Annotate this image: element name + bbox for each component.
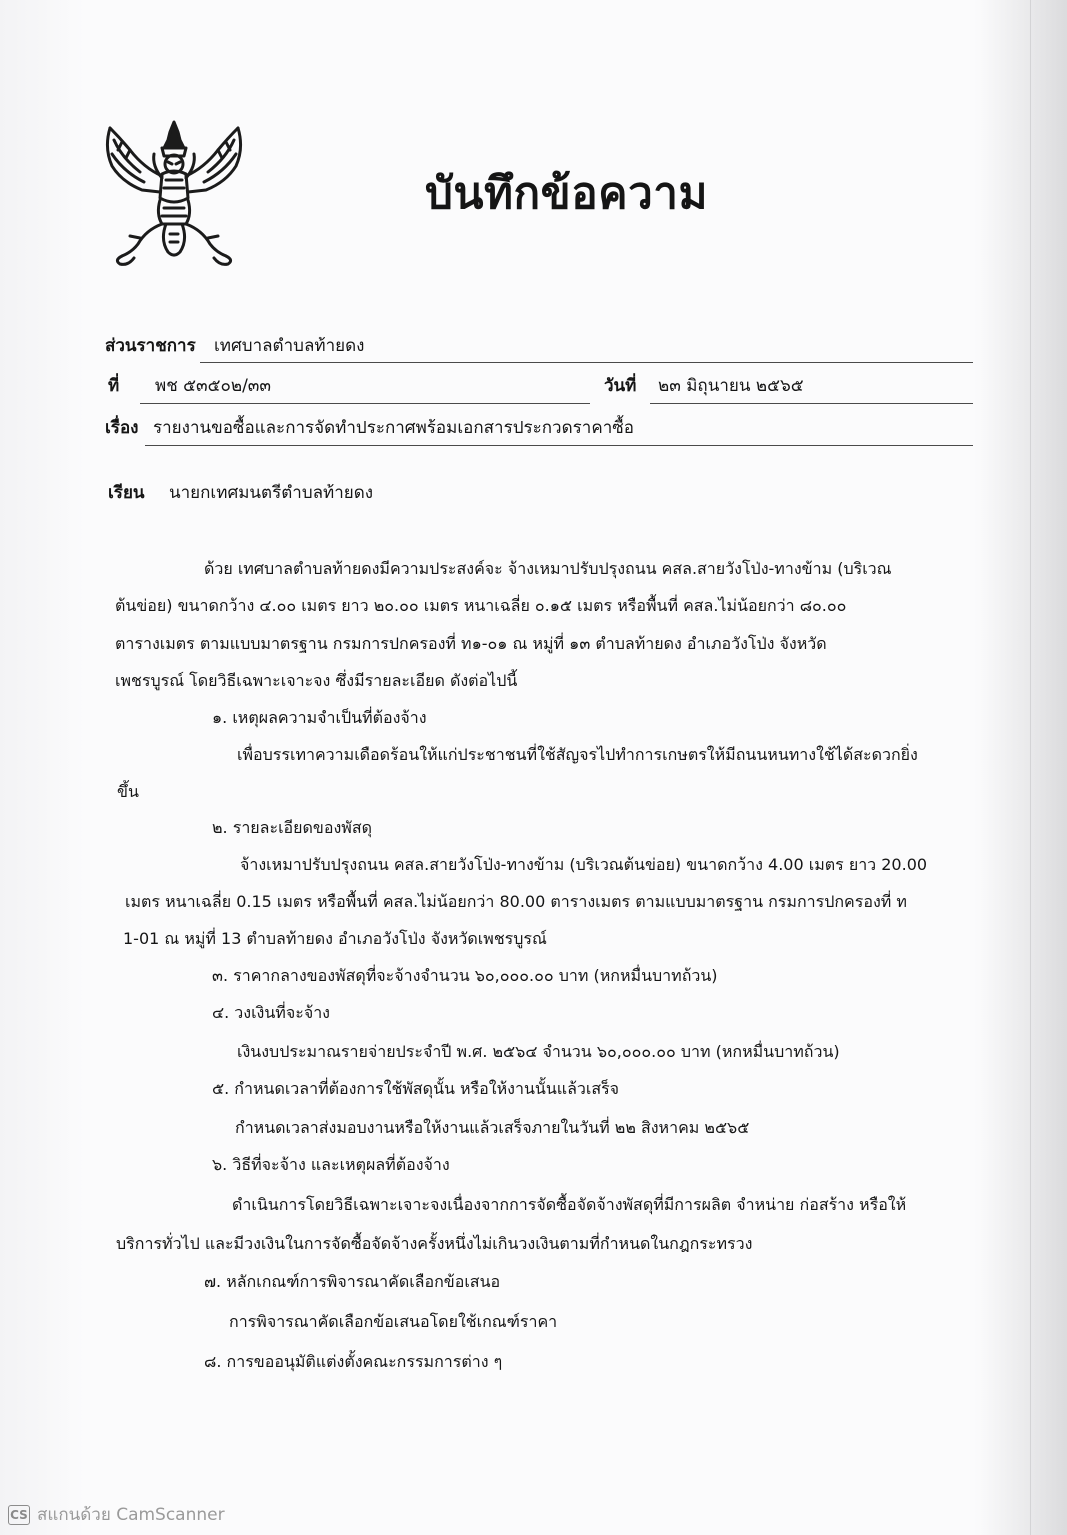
body-line: จ้างเหมาปรับปรุงถนน คสล.สายวังโป่ง-ทางข้าม (บริเวณต้นข่อย) ขนาดกว้าง 4.00 เมตร ยาว 20.00 (240, 855, 928, 874)
reference-value: พช ๕๓๕๐๒/๓๓ (155, 376, 272, 396)
body-line: การพิจารณาคัดเลือกข้อเสนอโดยใช้เกณฑ์ราคา (229, 1312, 558, 1331)
body-line: 1-01 ณ หมู่ที่ 13 ตำบลท้ายดง อำเภอวังโป่ง จังหวัดเพชรบูรณ์ (123, 929, 547, 948)
section-heading: ๘. การขออนุมัติแต่งตั้งคณะกรรมการต่าง ๆ (204, 1352, 503, 1371)
department-underline (200, 362, 973, 363)
addressee-label: เรียน (108, 483, 145, 503)
section-heading: ๒. รายละเอียดของพัสดุ (212, 818, 372, 837)
document-title: บันทึกข้อความ (425, 168, 709, 219)
camscanner-logo-icon: CS (8, 1505, 30, 1525)
body-line: เพื่อบรรเทาความเดือดร้อนให้แก่ประชาชนที่ใช้สัญจรไปทำการเกษตรให้มีถนนหนทางใช้ได้สะดวกยิ่ง (237, 745, 918, 764)
section-heading: ๑. เหตุผลความจำเป็นที่ต้องจ้าง (212, 708, 427, 727)
subject-label: เรื่อง (105, 418, 139, 438)
department-label: ส่วนราชการ (105, 336, 196, 356)
date-underline (650, 403, 973, 404)
scanner-watermark-text: สแกนด้วย CamScanner (37, 1505, 225, 1525)
page-edge-shadow (972, 0, 1067, 1535)
section-heading: ๖. วิธีที่จะจ้าง และเหตุผลที่ต้องจ้าง (212, 1155, 450, 1174)
section-heading: ๓. ราคากลางของพัสดุที่จะจ้างจำนวน ๖๐,๐๐๐.๐๐ บาท (หกหมื่นบาทถ้วน) (212, 966, 718, 985)
date-label: วันที่ (604, 376, 637, 396)
date-value: ๒๓ มิถุนายน ๒๕๖๕ (658, 376, 804, 396)
reference-underline (140, 403, 590, 404)
section-heading: ๕. กำหนดเวลาที่ต้องการใช้พัสดุนั้น หรือให้งานนั้นแล้วเสร็จ (212, 1079, 620, 1098)
body-line: เมตร หนาเฉลี่ย 0.15 เมตร หรือพื้นที่ คสล.ไม่น้อยกว่า 80.00 ตารางเมตร ตามแบบมาตรฐาน กรมการปกครองที่ ท (125, 892, 907, 911)
body-line: เพชรบูรณ์ โดยวิธีเฉพาะเจาะจง ซึ่งมีรายละเอียด ดังต่อไปนี้ (115, 671, 518, 690)
body-line: ต้นข่อย) ขนาดกว้าง ๔.๐๐ เมตร ยาว ๒๐.๐๐ เมตร หนาเฉลี่ย ๐.๑๕ เมตร หรือพื้นที่ คสล.ไม่น้อยกว่า ๘๐.๐๐ (115, 596, 847, 615)
body-line: ขึ้น (117, 782, 139, 801)
body-line: ด้วย เทศบาลตำบลท้ายดงมีความประสงค์จะ จ้างเหมาปรับปรุงถนน คสล.สายวังโป่ง-ทางข้าม (บริเวณ (204, 559, 892, 578)
department-value: เทศบาลตำบลท้ายดง (214, 336, 365, 356)
body-line: ดำเนินการโดยวิธีเฉพาะเจาะจงเนื่องจากการจัดซื้อจัดจ้างพัสดุที่มีการผลิต จำหน่าย ก่อสร้าง หรือให้ (232, 1195, 907, 1214)
subject-value: รายงานขอซื้อและการจัดทำประกาศพร้อมเอกสารประกวดราคาซื้อ (153, 418, 634, 438)
section-heading: ๗. หลักเกณฑ์การพิจารณาคัดเลือกข้อเสนอ (204, 1272, 501, 1291)
scanner-watermark (8, 1501, 225, 1528)
body-line: บริการทั่วไป และมีวงเงินในการจัดซื้อจัดจ้างครั้งหนึ่งไม่เกินวงเงินตามที่กำหนดในกฎกระทรวง (116, 1234, 753, 1253)
addressee-value: นายกเทศมนตรีตำบลท้ายดง (169, 483, 374, 503)
reference-label: ที่ (108, 376, 120, 396)
page-edge-line (1030, 0, 1031, 1535)
section-heading: ๔. วงเงินที่จะจ้าง (212, 1003, 330, 1022)
subject-underline (145, 445, 973, 446)
body-line: กำหนดเวลาส่งมอบงานหรือให้งานแล้วเสร็จภายในวันที่ ๒๒ สิงหาคม ๒๕๖๕ (235, 1118, 750, 1137)
garuda-emblem-icon (100, 118, 248, 268)
body-line: ตารางเมตร ตามแบบมาตรฐาน กรมการปกครองที่ ท๑-๐๑ ณ หมู่ที่ ๑๓ ตำบลท้ายดง อำเภอวังโป่ง จังหวัด (115, 634, 827, 653)
body-line: เงินงบประมาณรายจ่ายประจำปี พ.ศ. ๒๕๖๔ จำนวน ๖๐,๐๐๐.๐๐ บาท (หกหมื่นบาทถ้วน) (237, 1042, 840, 1061)
